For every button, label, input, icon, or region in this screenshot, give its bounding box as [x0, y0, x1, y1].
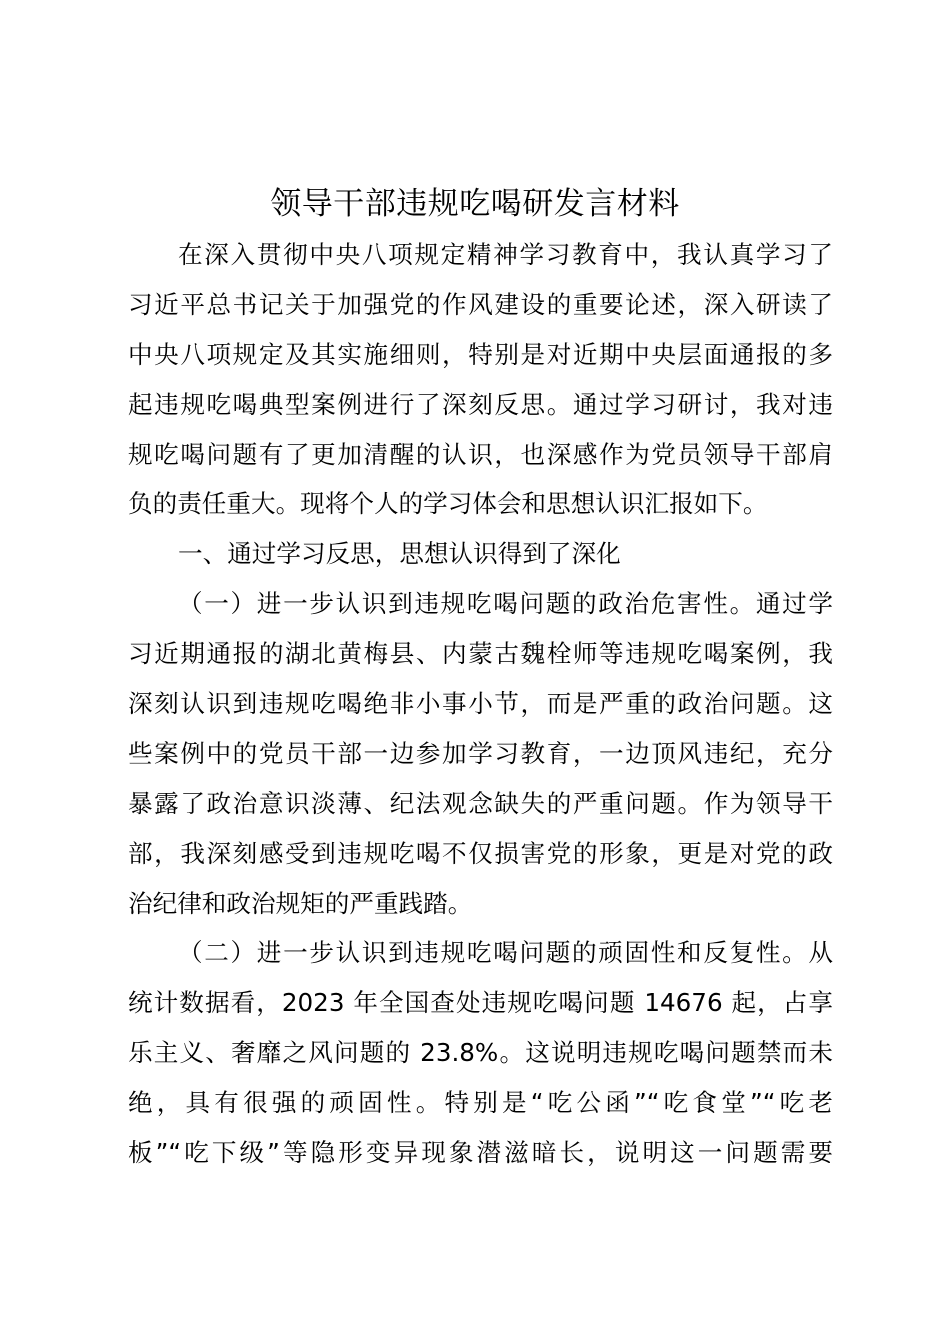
section-heading: 一、通过学习反思，思想认识得到了深化	[178, 539, 621, 569]
paragraph-line: 习近平总书记关于加强党的作风建设的重要论述，深入研读了	[128, 289, 833, 319]
paragraph-line: 治纪律和政治规矩的严重践踏。	[128, 888, 473, 918]
paragraph-line: （一）进一步认识到违规吃喝问题的政治危害性。通过学	[178, 589, 833, 619]
paragraph-line: 板”“吃下级”等隐形变异现象潜滋暗长，说明这一问题需要	[128, 1138, 833, 1168]
paragraph-line: 部，我深刻感受到违规吃喝不仅损害党的形象，更是对党的政	[128, 838, 833, 868]
paragraph-line: 绝，具有很强的顽固性。特别是“吃公函”“吃食堂”“吃老	[128, 1088, 833, 1118]
paragraph-line: 规吃喝问题有了更加清醒的认识，也深感作为党员领导干部肩	[128, 439, 833, 469]
paragraph-line: 负的责任重大。现将个人的学习体会和思想认识汇报如下。	[128, 489, 768, 519]
paragraph-line: 统计数据看，2023 年全国查处违规吃喝问题 14676 起，占享	[128, 988, 833, 1018]
paragraph-line: 中央八项规定及其实施细则，特别是对近期中央层面通报的多	[128, 339, 833, 369]
paragraph-line: 起违规吃喝典型案例进行了深刻反思。通过学习研讨，我对违	[128, 389, 833, 419]
paragraph-line: （二）进一步认识到违规吃喝问题的顽固性和反复性。从	[178, 938, 833, 968]
paragraph-line: 在深入贯彻中央八项规定精神学习教育中，我认真学习了	[178, 240, 833, 269]
paragraph-line: 习近期通报的湖北黄梅县、内蒙古魏栓师等违规吃喝案例，我	[128, 639, 833, 669]
document-body	[128, 230, 833, 1178]
paragraph-line: 些案例中的党员干部一边参加学习教育，一边顶风违纪，充分	[128, 738, 833, 768]
paragraph-line: 乐主义、奢靡之风问题的 23.8%。这说明违规吃喝问题禁而未	[128, 1038, 833, 1068]
paragraph-line: 暴露了政治意识淡薄、纪法观念缺失的严重问题。作为领导干	[128, 788, 833, 818]
document-title: 领导干部违规吃喝研发言材料	[270, 186, 680, 222]
paragraph-line: 深刻认识到违规吃喝绝非小事小节，而是严重的政治问题。这	[128, 689, 833, 719]
